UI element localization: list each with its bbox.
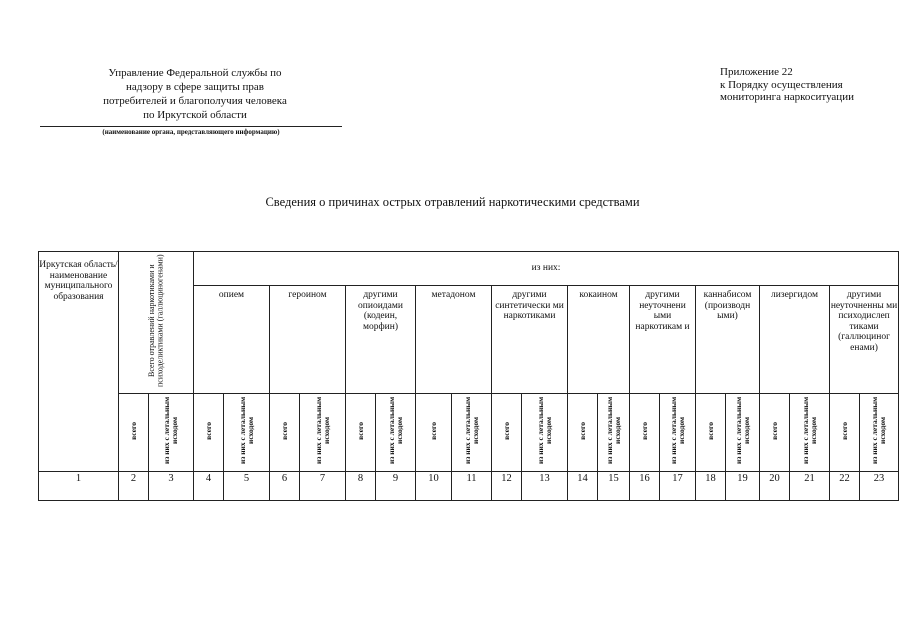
column-number: 21 xyxy=(790,471,830,500)
subheader-fatal: из них с летальным исходом xyxy=(733,396,751,465)
subheader-fatal: из них с летальным исходом xyxy=(668,396,686,465)
document-title: Сведения о причинах острых отравлений наркотическими средствами xyxy=(265,195,640,209)
column-number: 16 xyxy=(630,471,660,500)
subheader-total-cell xyxy=(630,394,660,472)
subheader-fatal-cell xyxy=(522,394,568,472)
column-number: 10 xyxy=(416,471,452,500)
subheader-total: всего xyxy=(705,421,715,440)
column-number: 5 xyxy=(224,471,270,500)
column-number: 12 xyxy=(492,471,522,500)
of-them-header: из них: xyxy=(194,252,899,286)
subheader-total: всего xyxy=(501,421,511,440)
column-number: 22 xyxy=(830,471,860,500)
group-header: кокаином xyxy=(568,286,630,394)
column-number-row xyxy=(39,471,899,500)
column-number: 17 xyxy=(660,471,696,500)
subheader-fatal: из них с летальным исходом xyxy=(462,396,480,465)
organization-block xyxy=(70,66,320,122)
column-number: 11 xyxy=(452,471,492,500)
subheader-total: всего xyxy=(203,421,213,440)
org-line: Управление Федеральной службы по xyxy=(108,67,282,79)
column-number: 7 xyxy=(300,471,346,500)
column-number: 8 xyxy=(346,471,376,500)
subheader-total-cell xyxy=(830,394,860,472)
org-line: по Иркутской области xyxy=(143,109,247,121)
appendix-line: к Порядку осуществления xyxy=(720,78,843,91)
subheader-fatal-cell xyxy=(860,394,899,472)
column-number: 2 xyxy=(119,471,149,500)
column-number: 19 xyxy=(726,471,760,500)
column-number: 6 xyxy=(270,471,300,500)
org-line: надзору в сфере защиты прав xyxy=(126,81,264,93)
total-header-cell xyxy=(119,252,194,394)
subheader-total-cell xyxy=(270,394,300,472)
subheader-total: всего xyxy=(428,421,438,440)
column-number: 23 xyxy=(860,471,899,500)
org-caption: (наименование органа, представляющего информацию) xyxy=(102,128,280,136)
subheader-fatal: из них с летальным исходом xyxy=(604,396,622,465)
subheader-fatal-cell xyxy=(726,394,760,472)
appendix-line: мониторинга наркоситуации xyxy=(720,91,854,103)
column-number: 3 xyxy=(149,471,194,500)
subheader-fatal-cell xyxy=(660,394,696,472)
subheader-total: всего xyxy=(279,421,289,440)
subheader-total-cell xyxy=(492,394,522,472)
subheader-fatal: из них с летальным исходом xyxy=(162,396,179,465)
group-header: метадоном xyxy=(416,286,492,394)
subheader-total-cell xyxy=(346,394,376,472)
org-underline xyxy=(40,126,342,127)
subheader-total-cell xyxy=(696,394,726,472)
column-number: 4 xyxy=(194,471,224,500)
subheader-fatal: из них с летальным исходом xyxy=(386,396,404,465)
subheader-fatal: из них с летальным исходом xyxy=(870,396,888,465)
group-header: героином xyxy=(270,286,346,394)
subheader-total: всего xyxy=(128,421,138,440)
column-number: 18 xyxy=(696,471,726,500)
column-number: 15 xyxy=(598,471,630,500)
group-header: лизергидом xyxy=(760,286,830,394)
group-header: другими опиоидами (кодеин, морфин) xyxy=(346,286,416,394)
subheader-total: всего xyxy=(577,421,587,440)
subheader-fatal-cell xyxy=(376,394,416,472)
column-number: 20 xyxy=(760,471,790,500)
column-number: 1 xyxy=(39,471,119,500)
poisoning-table xyxy=(38,251,898,492)
subheader-fatal-cell xyxy=(598,394,630,472)
appendix-line: Приложение 22 xyxy=(720,66,793,78)
subheader-total-cell xyxy=(568,394,598,472)
total-header: Всего отравлений наркотиками и психоделиктиками (галлюциногенами) xyxy=(146,254,164,388)
group-header: другими синтетически ми наркотиками xyxy=(492,286,568,394)
subheader-total-cell xyxy=(760,394,790,472)
subheader-fatal: из них с летальным исходом xyxy=(237,396,255,465)
subheader-total: всего xyxy=(839,421,849,440)
subheader-fatal-cell xyxy=(790,394,830,472)
column-number: 13 xyxy=(522,471,568,500)
subheader-fatal-cell xyxy=(149,394,194,472)
subheader-total-cell xyxy=(416,394,452,472)
subheader-fatal-cell xyxy=(224,394,270,472)
column-number: 9 xyxy=(376,471,416,500)
subheader-total-cell xyxy=(194,394,224,472)
group-header: другими неуточнени ыми наркотикам и xyxy=(630,286,696,394)
group-header: опием xyxy=(194,286,270,394)
subheader-fatal-cell xyxy=(452,394,492,472)
subheader-total: всего xyxy=(769,421,779,440)
subheader-fatal: из них с летальным исходом xyxy=(800,396,818,465)
group-header: каннабисом (производн ыми) xyxy=(696,286,760,394)
subheader-fatal: из них с летальным исходом xyxy=(535,396,553,465)
column-number: 14 xyxy=(568,471,598,500)
subheader-total: всего xyxy=(639,421,649,440)
subheader-total-cell xyxy=(119,394,149,472)
subheader-fatal: из них с летальным исходом xyxy=(313,396,331,465)
region-header: Иркутская область/ наименование муниципального образования xyxy=(39,252,119,472)
group-header: другими неуточненны ми психодислеп тиками (галлюциног енами) xyxy=(830,286,899,394)
org-line: потребителей и благополучия человека xyxy=(103,95,287,107)
subheader-fatal-cell xyxy=(300,394,346,472)
appendix-block xyxy=(720,66,854,104)
subheader-row xyxy=(39,394,899,472)
subheader-total: всего xyxy=(355,421,365,440)
